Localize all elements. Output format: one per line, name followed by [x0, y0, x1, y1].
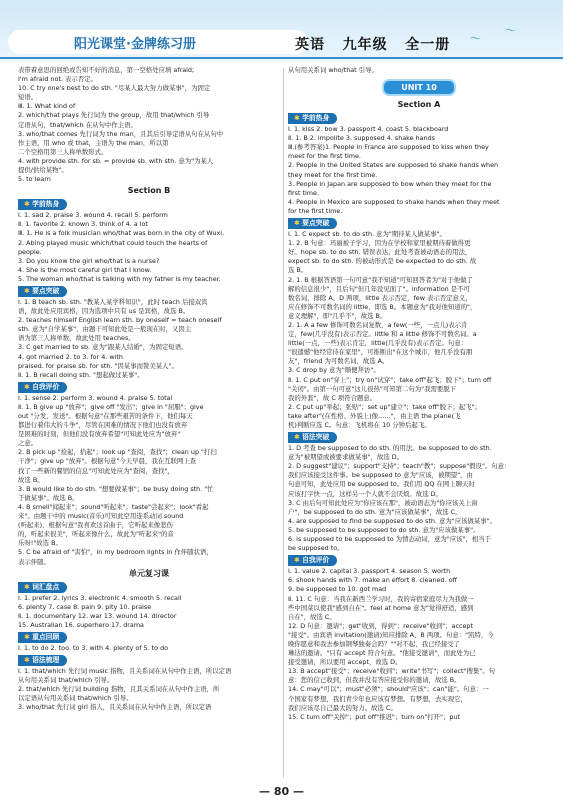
answer-line: 1. 2. B 句意：玛丽被子学习，因为在学校和家里被期待着做得更	[288, 239, 471, 248]
answer-line: praised. for praise sb. for sth. "因某事而赞美某人"。	[18, 361, 178, 370]
answer-line: Ⅰ. 1. B teach sb. sth. "教某人某学科知识"，此时 teach 后接双宾	[18, 297, 208, 306]
answer-line: 4. B smell"闻起来"；sound"听起来"；taste"尝起来"；look"看起	[18, 502, 209, 511]
answer-line: 4. got married 2. to 3. for 4. with	[18, 352, 123, 361]
section-heading: 单元复习课	[129, 568, 169, 578]
left-column	[18, 66, 280, 713]
answer-line: they meet for the first time.	[288, 170, 378, 179]
answer-line: Ⅱ. 11. C 句意：当我在新西兰学习时，我的寄宿家庭尽力为我做一	[288, 594, 474, 603]
book-title: 阳光课堂·金牌练习册	[74, 37, 196, 52]
answer-line: 从句用关系词 who/that 引导。	[288, 66, 378, 74]
answer-line: 6. shook hands with 7. make an effort 8. cleaned. off	[288, 576, 457, 585]
answer-line: 琳达的邀请。"只有 accept 符合句意。"他接受邀请"，而此处为已	[288, 649, 476, 658]
answer-line: 2. People in the United States are supposed to shake hands when	[288, 161, 499, 170]
answer-line: Ⅱ. 1. B recall doing sth. "想起做过某事"。	[18, 370, 144, 379]
answer-line: 的，听起来很美"，听起来像什么，故此为"听起来"的音	[18, 530, 174, 539]
answer-line: 解的信息很少"，且后句"但几年没见面了"。information 是不可	[288, 284, 470, 293]
category-label: ✱ 语法突破	[288, 432, 337, 443]
answer-line: 3. Do you know the girl who/that is a nurse?	[18, 256, 160, 265]
answer-line: 定，few(几乎没有)表示否定。little 和 a little 修饰不可数名词。a	[288, 330, 477, 339]
answer-line: 3. who/that 先行词 girl 指人，且关系词在从句中作主语，所以定语	[18, 703, 212, 712]
page-header	[0, 0, 563, 62]
answer-line: out "分发，发送"。根据句意"在那些艰苦的条件下，他们每天	[18, 412, 193, 420]
answer-line: Ⅰ. 1. C expect sb. to do sth. 意为"期待某人做某事"。	[288, 230, 446, 239]
answer-line: Ⅲ. 1. He is a folk musician who/that was born in the city of Wuxi.	[18, 229, 225, 238]
answer-line: (听起来)，根据句意"我喜欢这首曲子，它听起来像悲伤	[18, 521, 173, 530]
answer-line: 4. People in Mexico are supposed to shake hands when they meet	[288, 197, 500, 206]
category-label: ✱ 要点突破	[18, 286, 67, 297]
answer-line: 2. teaches himself English learn sth. by oneself = teach oneself	[18, 316, 222, 325]
answer-line: 15. Australian 16. superhero 17. drama	[18, 620, 144, 629]
answer-line: 短语。	[18, 93, 38, 102]
subject-label: 英语	[295, 37, 325, 53]
answer-line: 5. be supposed to be supposed to do sth. 意为"应该做某事"。	[288, 525, 480, 534]
answer-line: 数名词，排除 A、D 两项，little 表示否定，few 表示否定意义，	[288, 293, 472, 302]
column-divider	[283, 68, 284, 778]
answer-line: 是困难的时刻，但他们没有放弃希望"可知此处应为"放弃"	[18, 430, 181, 439]
answer-line: Ⅱ. 1. B give up "放弃"；give off "发出"；give in "屈服"；give	[18, 402, 204, 411]
answer-line: 5. The woman who/that is talking with my father is my teacher.	[18, 274, 221, 283]
answer-line: 我的外套"，故 C 项符合题意。	[288, 393, 377, 402]
answer-line: 乐呀!"故选 B。	[18, 539, 62, 548]
answer-line: Ⅰ. 1. to do 2. too. to 3. with 4. plenty of 5. to do	[18, 643, 169, 652]
answer-line: 15. C turn off"关掉"；put off"推迟"；turn on"打开"；put	[288, 712, 460, 721]
answer-line: 4. She is the most careful girl that I know.	[18, 265, 152, 274]
answer-line: 干净"；give up "放弃"。根据句意"今天早晨，我在互联网上查	[18, 457, 197, 466]
answer-line: 接受邀请，所以要用 accept，故选 D。	[288, 658, 402, 667]
answer-line: 户"，be supposed to do sth. 意为"应该做某事"，故选 C。	[288, 507, 462, 516]
answer-line: Ⅰ. 1. value 2. capital 3. passport 4. season 5. worth	[288, 567, 451, 576]
header-rule	[0, 57, 563, 59]
answer-line: 5. to learn	[18, 175, 51, 184]
page-number: — 80 —	[259, 785, 304, 798]
answer-line: 语，故此处应用宾格，因为选项中只有 us 是宾格，故选 B。	[18, 307, 190, 316]
answer-line: 找了一些新的餐馆的信息"可知此处应为"查阅，查找"，	[18, 466, 174, 475]
answer-line: 从句用关系词 that/which 引导。	[18, 676, 114, 685]
answer-line: 6. is supposed to be supposed to 为情态动词，意为"应该"，相当于	[288, 535, 492, 544]
category-label: ✱ 重点回顾	[18, 632, 67, 643]
bird-icon: 〜	[470, 32, 481, 45]
answer-line: 13. B accept"接受"；receive"收到"；write"书写"；collect"搜集"。句	[288, 667, 495, 676]
answer-line: 以定语从句用关系词 that/which 引导。	[18, 694, 133, 703]
answer-line: 2. which/that plays 先行词为 the group，故用 that/which 引导	[18, 111, 210, 120]
answer-line: 个国家有梦想，我们青少年也应该有梦想。有梦想，去实现它，	[288, 694, 467, 703]
answer-line: 于做某事"。故选 B。	[18, 493, 79, 502]
answer-line: "接受"。由宾语 invitation(邀请)知应排除 A、B 两项。句意："凯特，今	[288, 630, 494, 639]
answer-line: 表示伴随。	[18, 557, 50, 566]
answer-line: 之意。	[18, 439, 38, 448]
answer-line: "关闭"。由第一句可意"这儿很热"可知第二句为"我需要脱下	[288, 384, 457, 393]
answer-line: for the first time.	[288, 206, 343, 215]
answer-line: 应该打字快一点，这样另一个人就不会厌烦。故选 D。	[288, 489, 442, 498]
answer-line: 2. D suggest"建议"；support"支持"；teach"教"；suppose"假设"。句意：	[288, 462, 511, 471]
answer-line: 2. Abing played music which/that could touch the hearts of	[18, 238, 208, 247]
answer-line: 表带着意思的回绝或告知不好的消息，第一空格处应填 afraid;	[18, 66, 195, 74]
answer-line: 好。hope sb. to do sth. 错误表达，此处考查被动语态的用法，	[288, 248, 472, 257]
answer-line: 9. be supposed to 10. got mad	[288, 585, 387, 594]
category-label: ✱ 自我评价	[18, 382, 67, 393]
answer-line: 二个空格用第三人称单数形式。	[18, 147, 108, 156]
category-label: ✱ 要点突破	[288, 218, 337, 229]
answer-line: 作主语，用 who 或 that，主语为 the man，所以第	[18, 138, 169, 147]
answer-line: 4. are supposed to find be supposed to do sth. 意为"应该做某事"。	[288, 516, 497, 525]
answer-line: 4. with provide sth. for sb. = provide sb. with sth. 意为"为某人	[18, 156, 214, 165]
answer-line: 语为第三人称单数，故此处用 teaches。	[18, 334, 135, 343]
answer-line: 2. C put up"举起；张贴"；set up"建立"；take off"脱下；起飞"；	[288, 402, 481, 411]
answer-line: 3. People in Japan are supposed to bow when they meet for the	[288, 179, 492, 188]
answer-line: 10. C try one's best to do sth. "尽某人最大努力做某事"，为固定	[18, 84, 211, 93]
answer-line: Ⅲ.(参考答案)1. People in France are supposed to kiss when they	[288, 143, 489, 152]
answer-line: 定语从句，that/which 在从句中作主语。	[18, 120, 137, 129]
category-label: ✱ 语法梳理	[18, 655, 67, 666]
answer-line: Ⅰ. 1. that/which 先行词 music 指物，且关系词在从句中作主语，所以定语	[18, 667, 232, 676]
answer-line: 都进行着伟大的斗争"，尽管在困难的情况下他们也没有放弃	[18, 421, 188, 430]
right-column	[288, 66, 550, 722]
answer-line: 2. 1. A a few 修饰可数名词复数，a few(一些，一点儿)表示肯	[288, 320, 468, 329]
unit-badge: UNIT 10	[382, 79, 456, 96]
answer-line: 机)判断应选 C。句意：飞机将在 10 分钟后起飞。	[288, 421, 431, 429]
answer-line: 3. C drop by 意为"顺便拜访"。	[288, 366, 380, 375]
answer-line: expect sb. to do sth. 的被动形式是 be expected to do sth. 故	[288, 257, 477, 266]
answer-line: 句意可知，此处应用 be supposed to。我们用 QQ 在网上聊天时	[288, 480, 475, 489]
answer-line: 来"。由题干中的 music(音乐)可知此空用连系动词 sound	[18, 512, 184, 521]
answer-line: sth. 意为"自学某事"，由题干可知此处是一般现在时，又因主	[18, 325, 192, 334]
answer-line: 2. 1. B 根据答语第一句可意"我不知道"可知回答者为"对于他做了	[288, 275, 473, 284]
answer-line: 意义理解"，即"几乎不"，故选 B。	[288, 311, 387, 320]
bird-icon: 〜	[505, 24, 516, 37]
answer-line: 6. plenty 7. case 8. pain 9. pity 10. praise	[18, 602, 152, 611]
answer-line: 晚你愿意和我去参加钢琴独奏会吗？""对不起，我已经接受了	[288, 639, 461, 648]
answer-line: Ⅲ. 1. What kind of	[18, 102, 76, 111]
section-heading: Section A	[397, 100, 441, 110]
answer-line: 3. C get married to sb. 意为"跟某人结婚"，为固定短语。	[18, 343, 188, 352]
answer-line: meet for the first time.	[288, 152, 361, 161]
category-label: ✱ 学前热身	[18, 199, 67, 210]
section-heading: Section B	[127, 186, 171, 196]
answer-line: 3. C 由后句可知此处应为"你应该在那"，被动语态为"你应该关上窗	[288, 498, 478, 507]
answer-line: "很遗憾"他经常待在家里"，可推断出"在这个城市，他几乎没有朋	[288, 348, 473, 357]
answer-line: take after"(在性格、外貌上)像……"，由主语 the plane(飞	[288, 411, 461, 420]
answer-line: little(一点，一些)表示肯定，little(几乎没有)表示否定。句意：	[288, 339, 468, 348]
volume-label: 全一册	[405, 37, 451, 53]
answer-line: 2. that/which 先行词 building 指物，且其关系词在从句中作主语，所	[18, 685, 220, 694]
answer-line: 2. B pick up "捡起，拾起"；look up "查阅，查找"；clean up "打扫	[18, 448, 217, 457]
answer-line: 3. B would like to do sth. "想要做某事"；be busy doing sth. "忙	[18, 484, 214, 493]
answer-line: 我们应该尽自己最大的努力。故选 C。	[288, 703, 397, 712]
answer-line: 我们应该接受这件事。be supposed to 意为"应该，被期望"，由	[288, 471, 473, 480]
answer-line: Ⅰ. 1. sad 2. praise 3. wound 4. recall 5. perform	[18, 211, 168, 220]
header-subject-info	[295, 34, 450, 54]
answer-line: 意为"被期望或被要求做某事"，故选 D。	[288, 453, 404, 462]
answer-line: Ⅱ. 1. favorite 2. known 3. think of 4. a lot	[18, 220, 148, 229]
answer-line: 3. who/that comes 先行词为 the man，且其后引导定语从句在从句中	[18, 129, 224, 138]
answer-line: 应在修饰不可数名词的 little，即选 B。本题意为"我对他知道的"，	[288, 302, 477, 311]
answer-line: 5. C be afraid of "害怕"，in my bedroom lights in 作伴随状语，	[18, 548, 213, 557]
answer-line: 友"，friend 为可数名词，故选 A。	[288, 357, 389, 366]
answer-line: Ⅱ. 1. B 2. impolite 3. supposed 4. shake hands	[288, 134, 436, 143]
answer-line: 些中国菜以使我"感到自在"。feel at home 意为"觉得舒适，感到	[288, 603, 474, 612]
answer-line: Ⅱ. 1. documentary 12. war 13. wound 14. director	[18, 611, 177, 620]
answer-line: 1. D 考查 be supposed to do sth. 的用法。be supposed to do sth.	[288, 444, 492, 453]
category-label: ✱ 词汇盘点	[18, 582, 67, 593]
category-label: ✱ 自我评价	[288, 555, 337, 566]
answer-line: 14. C may"可以"；must"必须"；should"应该"；can"能"。句意：一	[288, 685, 489, 694]
answer-line: 自在"，故选 C。	[288, 612, 336, 621]
answer-line: I'm afraid not. 表示否定。	[18, 75, 97, 84]
answer-line: people.	[18, 247, 42, 256]
answer-line: 12. D 句意：邀请"；get"收到，得到"；receive"收到"；accept	[288, 621, 473, 630]
answer-line: 选 B。	[288, 266, 308, 275]
answer-line: 提供/供给某物"。	[18, 166, 68, 175]
answer-line: 意：您的信已收到，但我并没有答应接受你的邀请，故选 B。	[288, 676, 461, 685]
answer-line: Ⅰ. 1. kiss 2. bow 3. passport 4. coast 5. blackboard	[288, 125, 449, 134]
answer-line: first time.	[288, 188, 319, 197]
answer-line: 故选 B。	[18, 475, 44, 484]
answer-line: be supposed to。	[288, 544, 344, 553]
answer-line: Ⅰ. 1. sense 2. perform 3. wound 4. praise 5. total	[18, 393, 173, 402]
category-label: ✱ 学前热身	[288, 113, 337, 124]
answer-line: Ⅱ. 1. C put on"穿上"；try on"试穿"；take off"起飞；脱下"；turn off	[288, 375, 492, 384]
grade-label: 九年级	[342, 37, 388, 53]
answer-line: Ⅰ. 1. prefer 2. lyrics 3. electronic 4. smooth 5. recall	[18, 593, 182, 602]
